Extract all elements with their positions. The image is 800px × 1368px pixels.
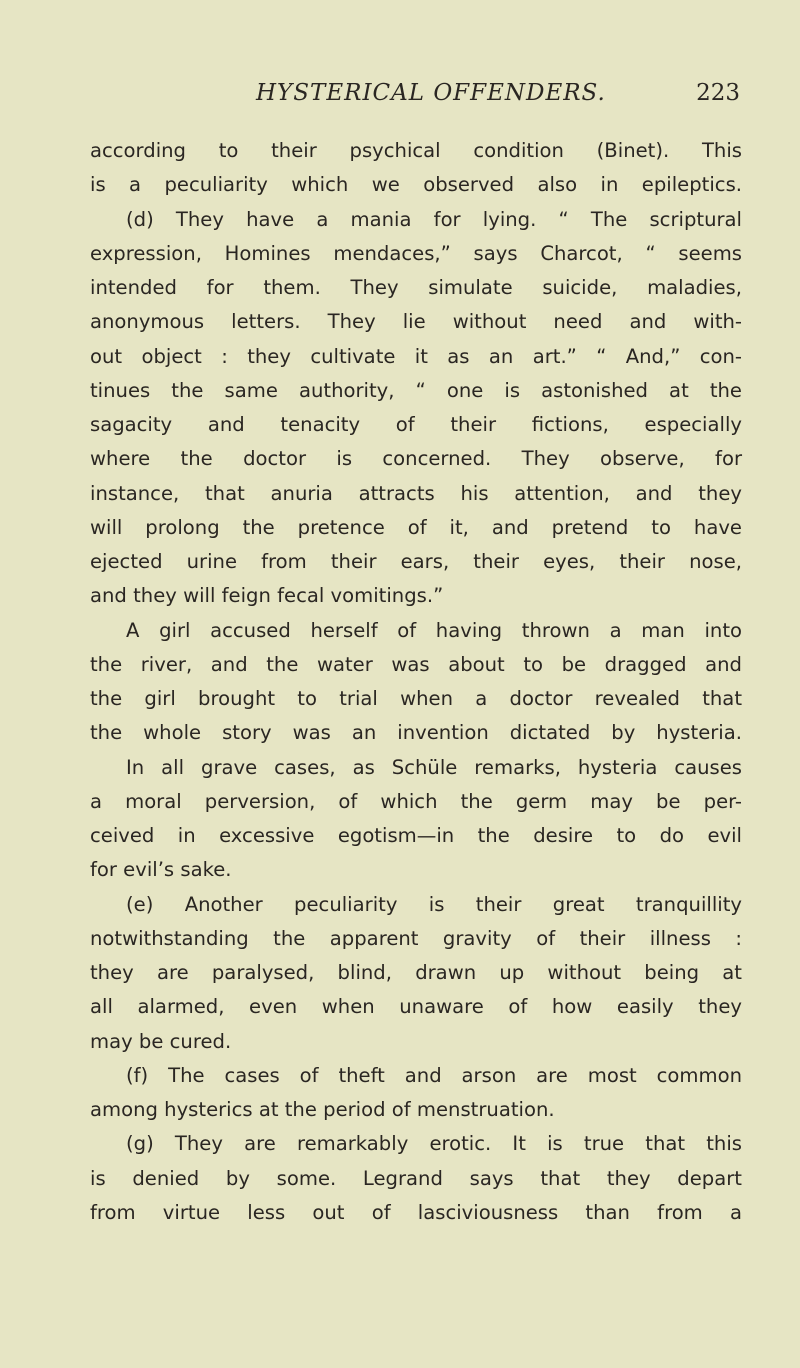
text-line: tinues the same authority, “ one is astonished at the xyxy=(90,378,742,402)
text-line: is a peculiarity which we observed also in epileptics. xyxy=(90,173,742,197)
text-line: instance, that anuria attracts his attention, and they xyxy=(90,481,742,505)
text-line: where the doctor is concerned. They observe, for xyxy=(90,447,742,471)
text-line: In all grave cases, as Schüle remarks, hysteria causes xyxy=(126,755,742,779)
text-line: (g) They are remarkably erotic. It is true that this xyxy=(126,1132,742,1156)
text-line: ceived in excessive egotism—in the desire to do evil xyxy=(90,824,742,847)
text-line: ejected urine from their ears, their eyes, their nose, xyxy=(90,550,742,573)
text-line: according to their psychical condition (Binet). This xyxy=(90,139,742,162)
text-line: anonymous letters. They lie without need and with- xyxy=(90,310,742,334)
page-number: 223 xyxy=(696,80,740,106)
text-line: (e) Another peculiarity is their great tranquillity xyxy=(126,892,742,916)
text-line: intended for them. They simulate suicide, maladies, xyxy=(90,276,742,299)
text-line: among hysterics at the period of menstruation. xyxy=(90,1098,555,1121)
text-line: expression, Homines mendaces,” says Charcot, “ seems xyxy=(90,241,742,265)
text-line: a moral perversion, of which the germ may be per- xyxy=(90,789,742,813)
text-line: (d) They have a mania for lying. “ The scriptural xyxy=(126,207,742,231)
text-line: out object : they cultivate it as an art.” “ And,” con- xyxy=(90,344,742,368)
text-line: and they will feign fecal vomitings.” xyxy=(90,584,444,608)
text-line: from virtue less out of lasciviousness than from a xyxy=(90,1200,742,1224)
text-line: for evil’s sake. xyxy=(90,858,232,882)
body-text xyxy=(90,134,742,1230)
text-line: notwithstanding the apparent gravity of their illness : xyxy=(90,926,742,950)
text-line: the whole story was an invention dictated by hysteria. xyxy=(90,721,742,745)
text-line: A girl accused herself of having thrown a man into xyxy=(126,618,742,642)
text-line: they are paralysed, blind, drawn up without being at xyxy=(90,961,742,984)
text-line: (f) The cases of theft and arson are most common xyxy=(126,1063,742,1087)
text-line: the girl brought to trial when a doctor revealed that xyxy=(90,687,742,710)
text-line: sagacity and tenacity of their fictions, especially xyxy=(90,413,742,436)
text-line: will prolong the pretence of it, and pretend to have xyxy=(90,515,742,539)
text-line: all alarmed, even when unaware of how easily they xyxy=(90,995,742,1019)
text-line: the river, and the water was about to be dragged and xyxy=(90,652,742,676)
running-head: HYSTERICAL OFFENDERS. xyxy=(256,80,606,106)
text-line: is denied by some. Legrand says that they depart xyxy=(90,1166,742,1190)
text-line: may be cured. xyxy=(90,1029,232,1053)
